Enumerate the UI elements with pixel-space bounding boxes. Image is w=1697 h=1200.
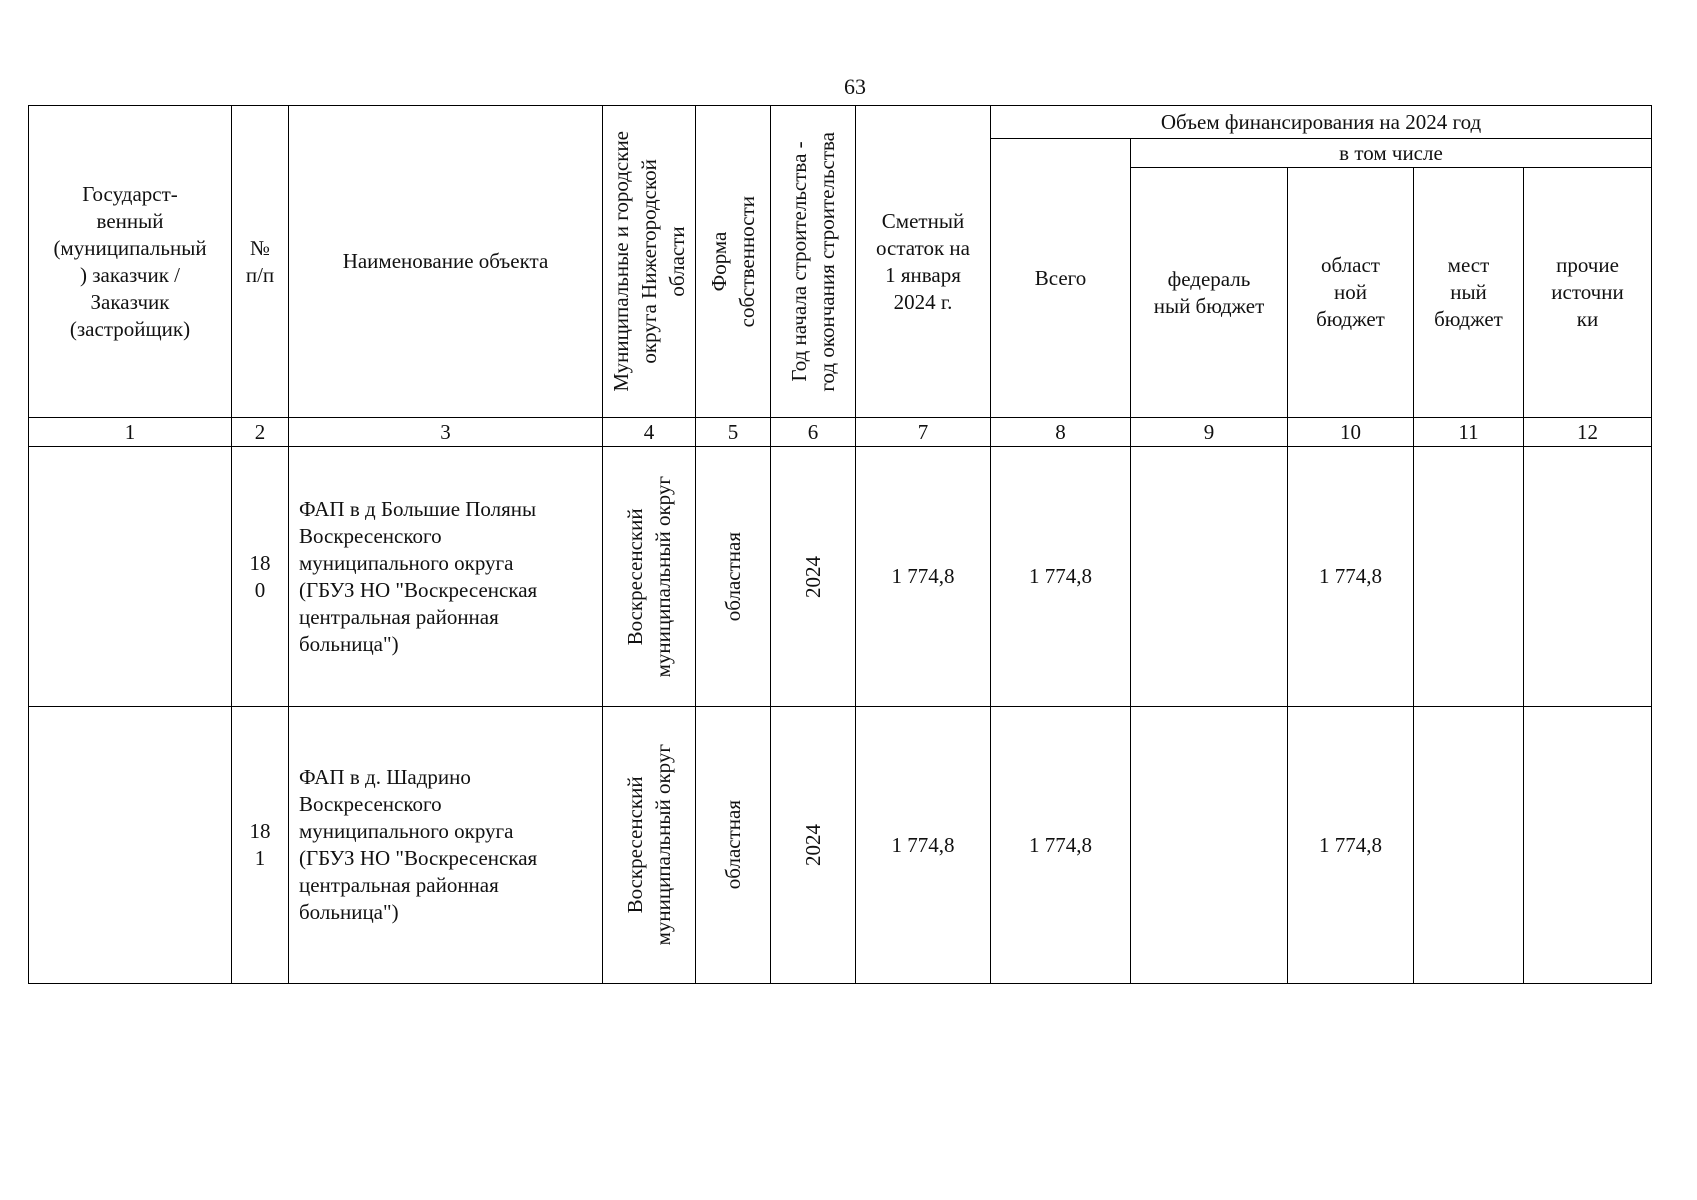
header-estimated-balance: Сметный остаток на 1 января 2024 г. xyxy=(856,106,991,418)
cell-total: 1 774,8 xyxy=(991,707,1131,984)
header-years xyxy=(771,106,856,418)
column-number: 11 xyxy=(1414,418,1524,447)
header-ownership xyxy=(696,106,771,418)
cell-district xyxy=(603,447,696,707)
cell-total: 1 774,8 xyxy=(991,447,1131,707)
column-number: 4 xyxy=(603,418,696,447)
cell-customer xyxy=(29,447,232,707)
header-funding-group: Объем финансирования на 2024 год xyxy=(991,106,1652,139)
header-district xyxy=(603,106,696,418)
cell-estimated-balance: 1 774,8 xyxy=(856,707,991,984)
column-number-row xyxy=(29,418,1652,447)
cell-other xyxy=(1524,447,1652,707)
column-number: 10 xyxy=(1288,418,1414,447)
header-customer: Государст- венный (муниципальный ) заказчик / Заказчик (застройщик) xyxy=(29,106,232,418)
column-number: 6 xyxy=(771,418,856,447)
cell-other xyxy=(1524,707,1652,984)
column-number: 2 xyxy=(232,418,289,447)
cell-ownership xyxy=(696,707,771,984)
header-ownership-text: Форма собственности xyxy=(707,195,759,328)
header-row-1 xyxy=(29,106,1652,139)
cell-years-text: 2024 xyxy=(801,555,825,598)
cell-federal xyxy=(1131,707,1288,984)
header-regional-budget: област ной бюджет xyxy=(1288,168,1414,418)
cell-object-name: ФАП в д. Шадрино Воскресенского муниципального округа (ГБУЗ НО "Воскресенская центральная районная больница") xyxy=(289,707,603,984)
page-number: 63 xyxy=(844,74,866,99)
cell-district-text: Воскресенский муниципальный округ xyxy=(623,475,675,678)
table-row xyxy=(29,707,1652,984)
header-district-text: Муниципальные и городские округа Нижегородской области xyxy=(609,131,689,392)
cell-ownership-text: областная xyxy=(721,531,745,622)
table-row xyxy=(29,447,1652,707)
cell-local xyxy=(1414,707,1524,984)
cell-estimated-balance: 1 774,8 xyxy=(856,447,991,707)
column-number: 3 xyxy=(289,418,603,447)
column-number: 1 xyxy=(29,418,232,447)
column-number: 8 xyxy=(991,418,1131,447)
header-object-name: Наименование объекта xyxy=(289,106,603,418)
cell-ownership xyxy=(696,447,771,707)
header-years-text: Год начала строительства - год окончания строительства xyxy=(787,131,839,392)
cell-number: 18 1 xyxy=(232,707,289,984)
cell-number: 18 0 xyxy=(232,447,289,707)
column-number: 12 xyxy=(1524,418,1652,447)
cell-years-text: 2024 xyxy=(801,824,825,866)
header-total: Всего xyxy=(991,139,1131,418)
column-number: 7 xyxy=(856,418,991,447)
cell-regional: 1 774,8 xyxy=(1288,447,1414,707)
cell-district xyxy=(603,707,696,984)
header-number: № п/п xyxy=(232,106,289,418)
cell-object-name: ФАП в д Большие Поляны Воскресенского муниципального округа (ГБУЗ НО "Воскресенская центральная районная больница") xyxy=(289,447,603,707)
column-number: 9 xyxy=(1131,418,1288,447)
cell-customer xyxy=(29,707,232,984)
cell-district-text: Воскресенский муниципальный округ xyxy=(623,744,675,946)
column-number: 5 xyxy=(696,418,771,447)
header-other-sources: прочие источни ки xyxy=(1524,168,1652,418)
header-federal-budget: федераль ный бюджет xyxy=(1131,168,1288,418)
construction-objects-table xyxy=(28,105,1652,984)
cell-regional: 1 774,8 xyxy=(1288,707,1414,984)
cell-years xyxy=(771,707,856,984)
cell-local xyxy=(1414,447,1524,707)
cell-years xyxy=(771,447,856,707)
cell-ownership-text: областная xyxy=(721,800,745,890)
header-local-budget: мест ный бюджет xyxy=(1414,168,1524,418)
cell-federal xyxy=(1131,447,1288,707)
header-including: в том числе xyxy=(1131,139,1652,168)
